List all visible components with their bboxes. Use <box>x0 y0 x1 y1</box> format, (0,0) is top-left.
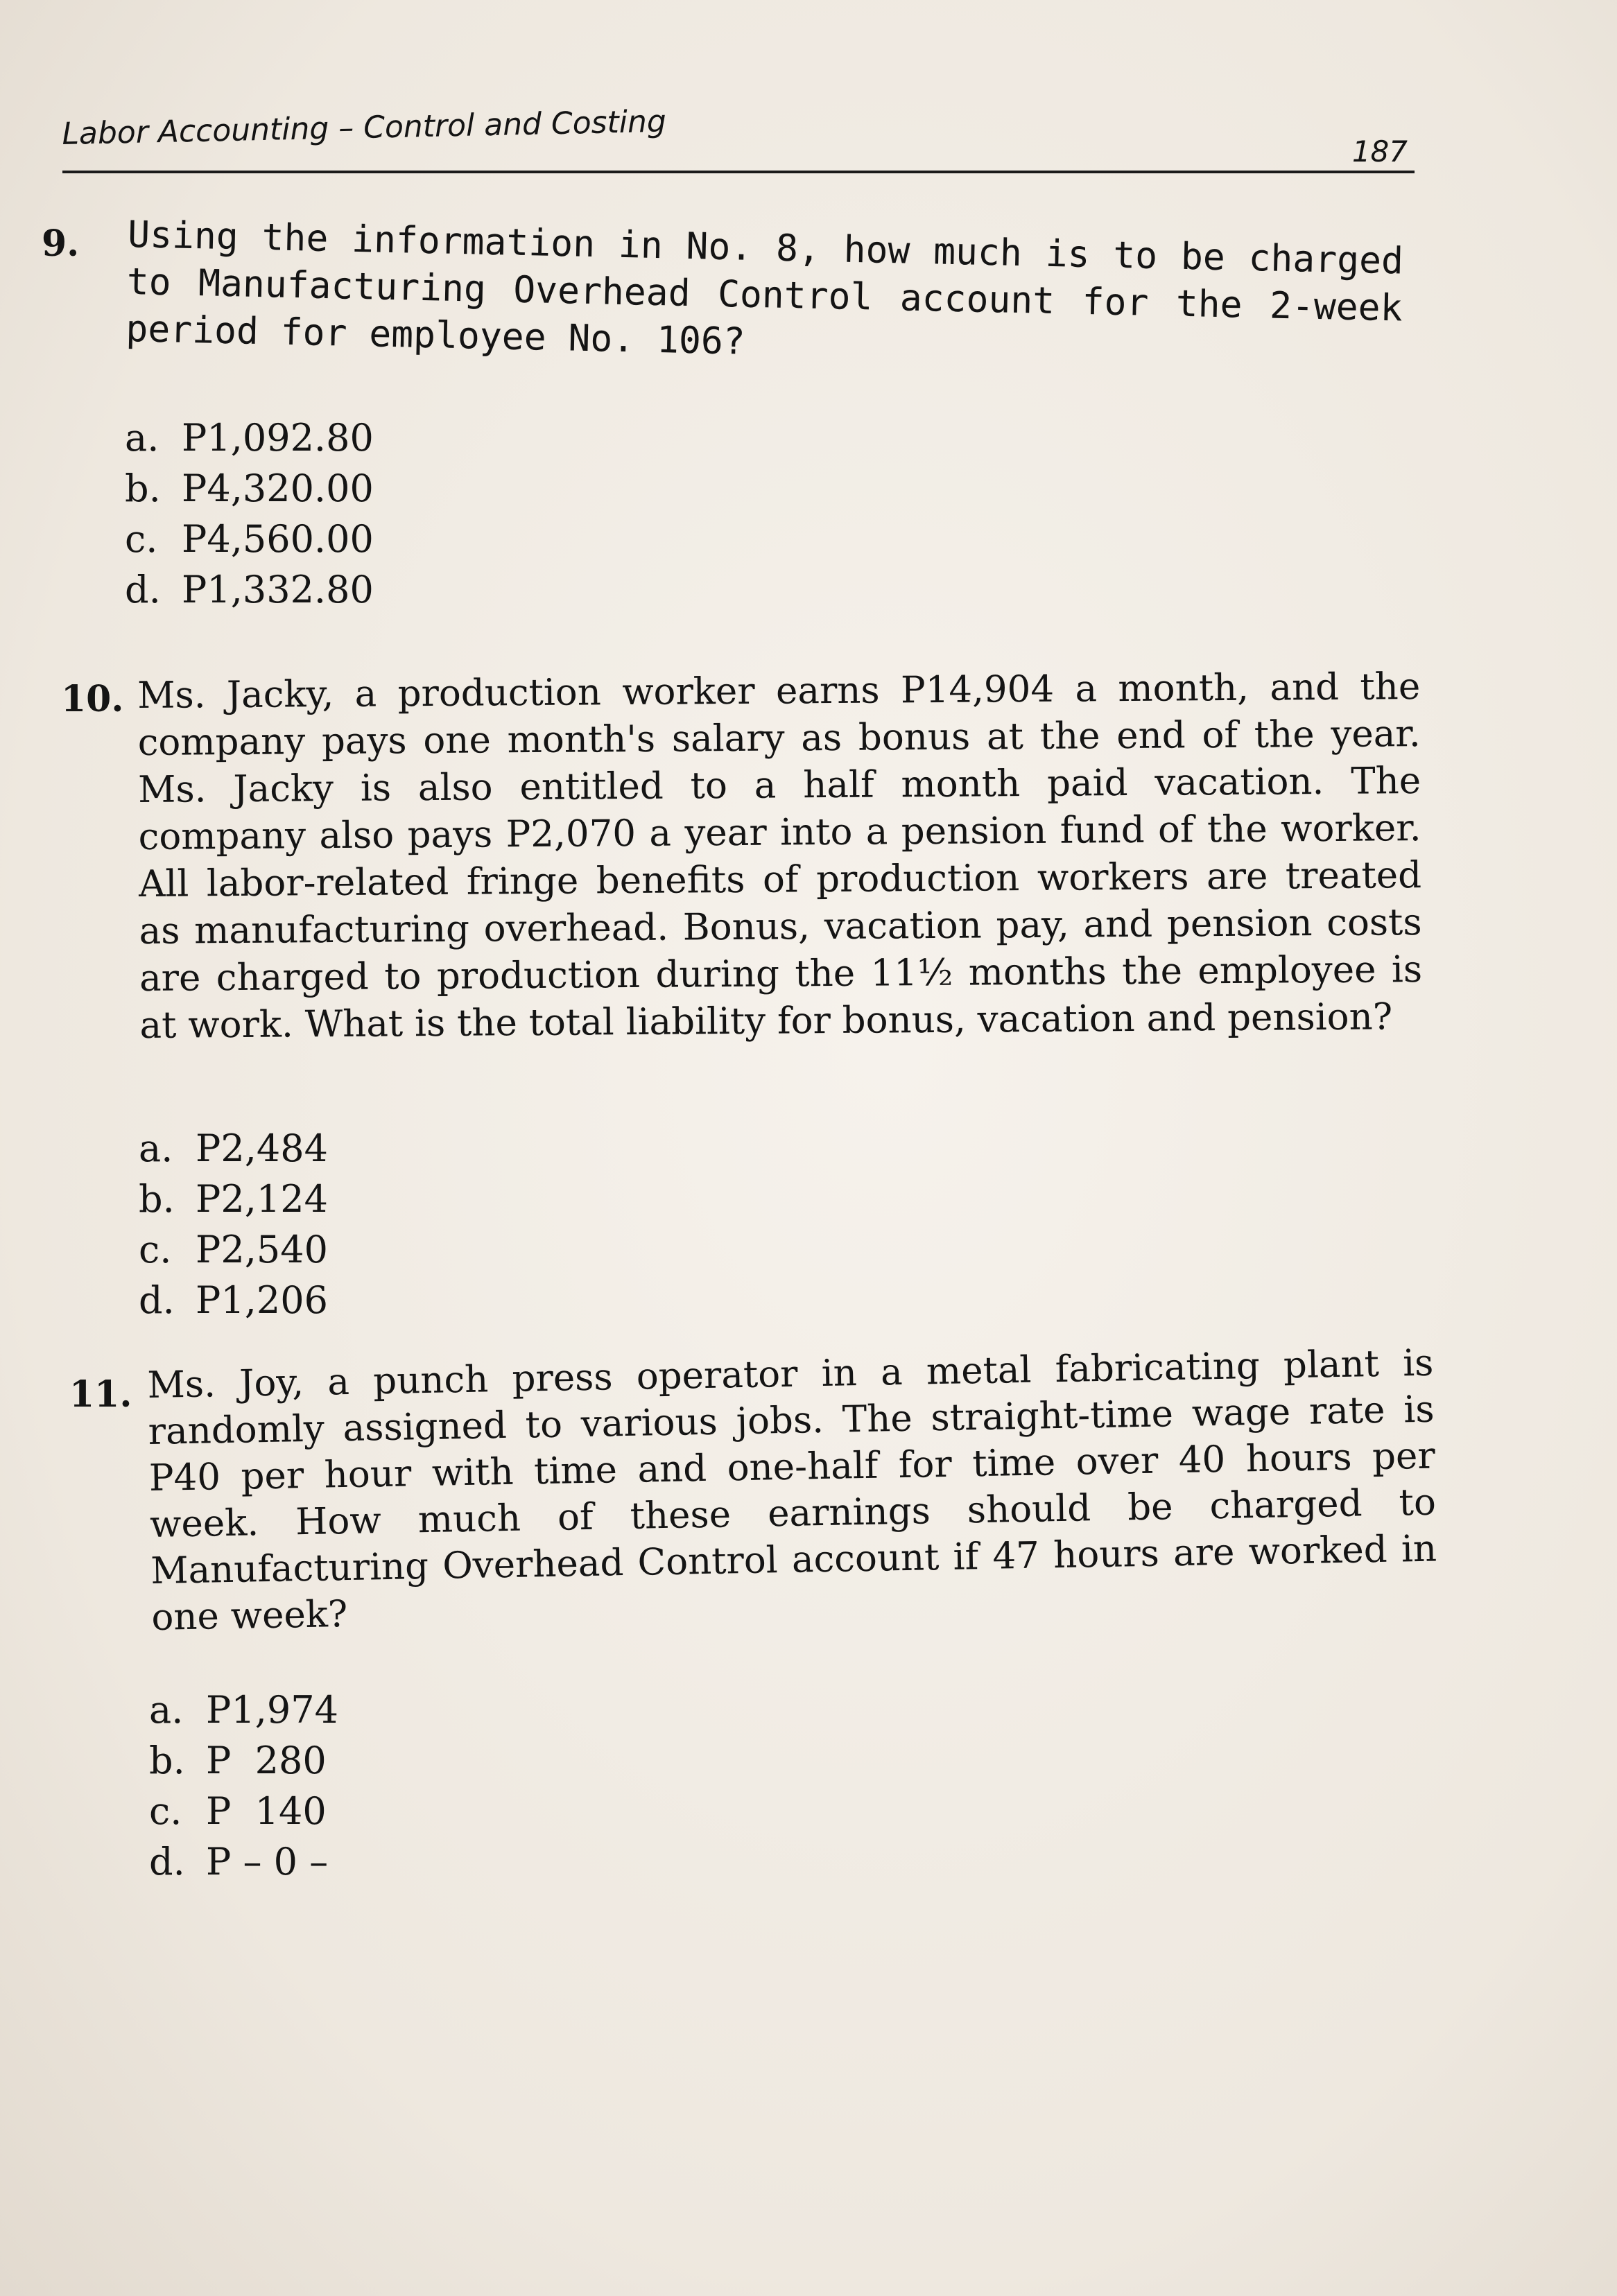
question-number: 9. <box>42 223 80 265</box>
choice-letter: b. <box>139 1177 175 1221</box>
choice-b <box>139 1174 328 1224</box>
page-number: 187 <box>1351 134 1408 168</box>
running-head <box>62 104 1415 180</box>
choice-d <box>125 564 374 615</box>
choice-text: P 140 <box>206 1789 327 1833</box>
choice-a <box>125 412 374 463</box>
chapter-title: Labor Accounting – Control and Costing <box>61 103 667 152</box>
choice-letter: c. <box>149 1789 182 1833</box>
choice-text: P2,540 <box>196 1228 328 1271</box>
choice-b <box>125 463 374 514</box>
choice-letter: a. <box>149 1688 184 1732</box>
choice-a <box>149 1685 338 1735</box>
choice-text: P 280 <box>206 1739 327 1782</box>
question-9-choices <box>125 412 374 615</box>
choice-text: P1,092.80 <box>182 416 374 460</box>
question-number: 10. <box>61 678 124 720</box>
choice-text: P1,206 <box>196 1278 328 1322</box>
question-9 <box>42 211 1421 363</box>
question-10 <box>61 666 1427 1050</box>
choice-text: P4,320.00 <box>182 467 374 510</box>
choice-letter: c. <box>139 1228 172 1271</box>
header-rule <box>62 171 1415 173</box>
choice-text: P4,560.00 <box>182 517 374 561</box>
choice-c <box>139 1224 328 1275</box>
choice-d <box>139 1275 328 1325</box>
choice-b <box>149 1735 338 1786</box>
question-10-choices <box>139 1123 328 1325</box>
choice-letter: d. <box>149 1840 185 1884</box>
choice-text: P – 0 – <box>206 1840 329 1884</box>
question-11-choices <box>149 1685 338 1887</box>
choice-letter: b. <box>125 467 161 510</box>
question-number: 11. <box>69 1373 132 1416</box>
question-text: Using the information in No. 8, how much is to be charged to Manufacturing Overhead Control account for the 2-week period for employee No. 106? <box>125 213 1404 363</box>
choice-d <box>149 1836 338 1887</box>
choice-letter: b. <box>149 1739 185 1782</box>
choice-letter: a. <box>125 416 159 460</box>
choice-text: P1,974 <box>206 1688 338 1732</box>
question-11 <box>69 1341 1442 1641</box>
choice-text: P1,332.80 <box>182 568 374 611</box>
choice-letter: a. <box>139 1127 173 1170</box>
choice-letter: d. <box>125 568 161 611</box>
question-text: Ms. Joy, a punch press operator in a metal fabricating plant is randomly assigned to various jobs. The straight-time wage rate is P40 per hour with time and one-half for time over 40 hours per week. How much of these earnings should be charged to Manufacturing Overhead Control account if 47 hours are worked in one week? <box>147 1341 1437 1639</box>
choice-letter: c. <box>125 517 158 561</box>
choice-letter: d. <box>139 1278 175 1322</box>
choice-a <box>139 1123 328 1174</box>
choice-c <box>149 1786 338 1836</box>
choice-c <box>125 514 374 564</box>
choice-text: P2,124 <box>196 1177 328 1221</box>
question-text: Ms. Jacky, a production worker earns P14,904 a month, and the company pays one month's salary as bonus at the end of the year. Ms. Jacky is also entitled to a half month paid vacation. The company also pays P2,070 a year into a pension fund of the worker. All labor-related fringe benefits of production workers are treated as manufacturing overhead. Bonus, vacation pay, and pension costs are charged to production during the 11½ months the employee is at work. What is the total liability for bonus, vacation and pension? <box>137 666 1423 1047</box>
choice-text: P2,484 <box>196 1127 328 1170</box>
